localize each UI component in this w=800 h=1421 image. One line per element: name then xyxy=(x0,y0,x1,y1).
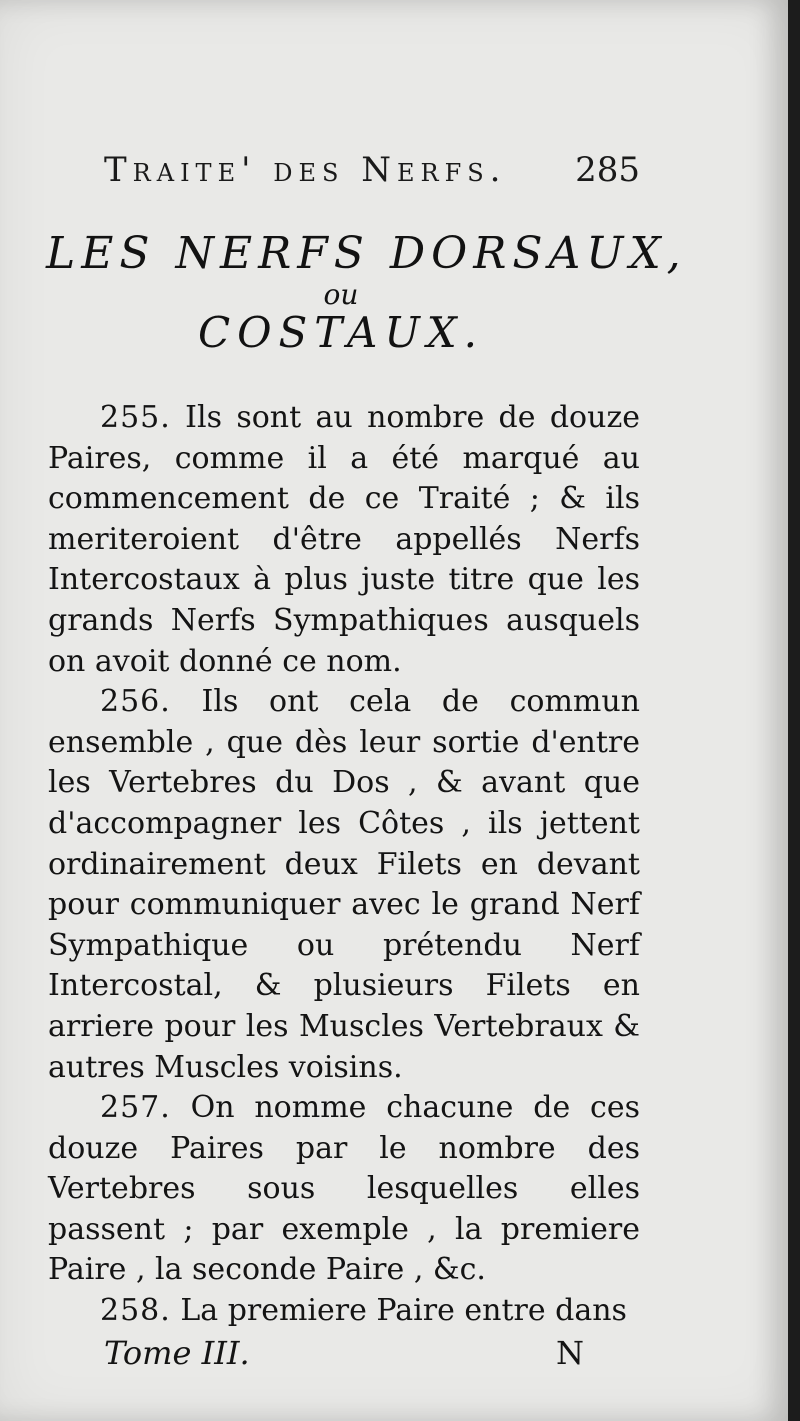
paragraph-258 xyxy=(48,1291,640,1332)
running-head xyxy=(104,150,640,200)
paragraph-text: On nomme chacune de ces douze Paires par le nombre des Vertebres sous lesquelles elles passent ; par exemple , la premiere Paire , la seconde Paire , &c. xyxy=(48,1090,640,1288)
page-footer xyxy=(104,1334,584,1376)
section-heading-connector: ou xyxy=(323,278,359,311)
paragraph-text: La premiere Paire entre dans xyxy=(180,1293,627,1329)
quire-mark: N xyxy=(556,1334,584,1372)
section-heading-line2: COSTAUX. xyxy=(197,308,485,357)
page-edge-shadow xyxy=(788,0,800,1421)
paragraph-number: 258. xyxy=(100,1293,171,1329)
volume-signature: Tome III. xyxy=(104,1334,250,1372)
paragraph-255 xyxy=(48,398,640,682)
page-number: 285 xyxy=(575,150,640,190)
running-title: Traite' des Nerfs. xyxy=(104,150,507,190)
paragraph-number: 255. xyxy=(100,400,171,435)
paragraph-number: 256. xyxy=(100,684,171,720)
paragraph-text: Ils ont cela de commun ensemble , que dès leur sortie d'entre les Vertebres du Dos , & avant que d'accompagner les Côtes , ils jettent ordinairement deux Filets en devant pour communiquer avec le grand Nerf Sympathique ou prétendu Nerf Intercostal, & plusieurs Filets en arriere pour les Muscles Vertebraux & autres Muscles voisins. xyxy=(48,684,640,1085)
body-text xyxy=(48,398,640,1332)
paragraph-256 xyxy=(48,682,640,1088)
paragraph-number: 257. xyxy=(100,1090,171,1126)
section-heading-line1: LES NERFS DORSAUX, xyxy=(46,228,687,279)
paragraph-257 xyxy=(48,1088,640,1291)
paragraph-text: Ils sont au nombre de douze Paires, comme il a été marqué au commencement de ce Traité ; & ils meriteroient d'être appellés Nerfs Intercostaux à plus juste titre que les grands Nerfs Sympathiques ausquels on avoit donné ce nom. xyxy=(48,400,641,679)
